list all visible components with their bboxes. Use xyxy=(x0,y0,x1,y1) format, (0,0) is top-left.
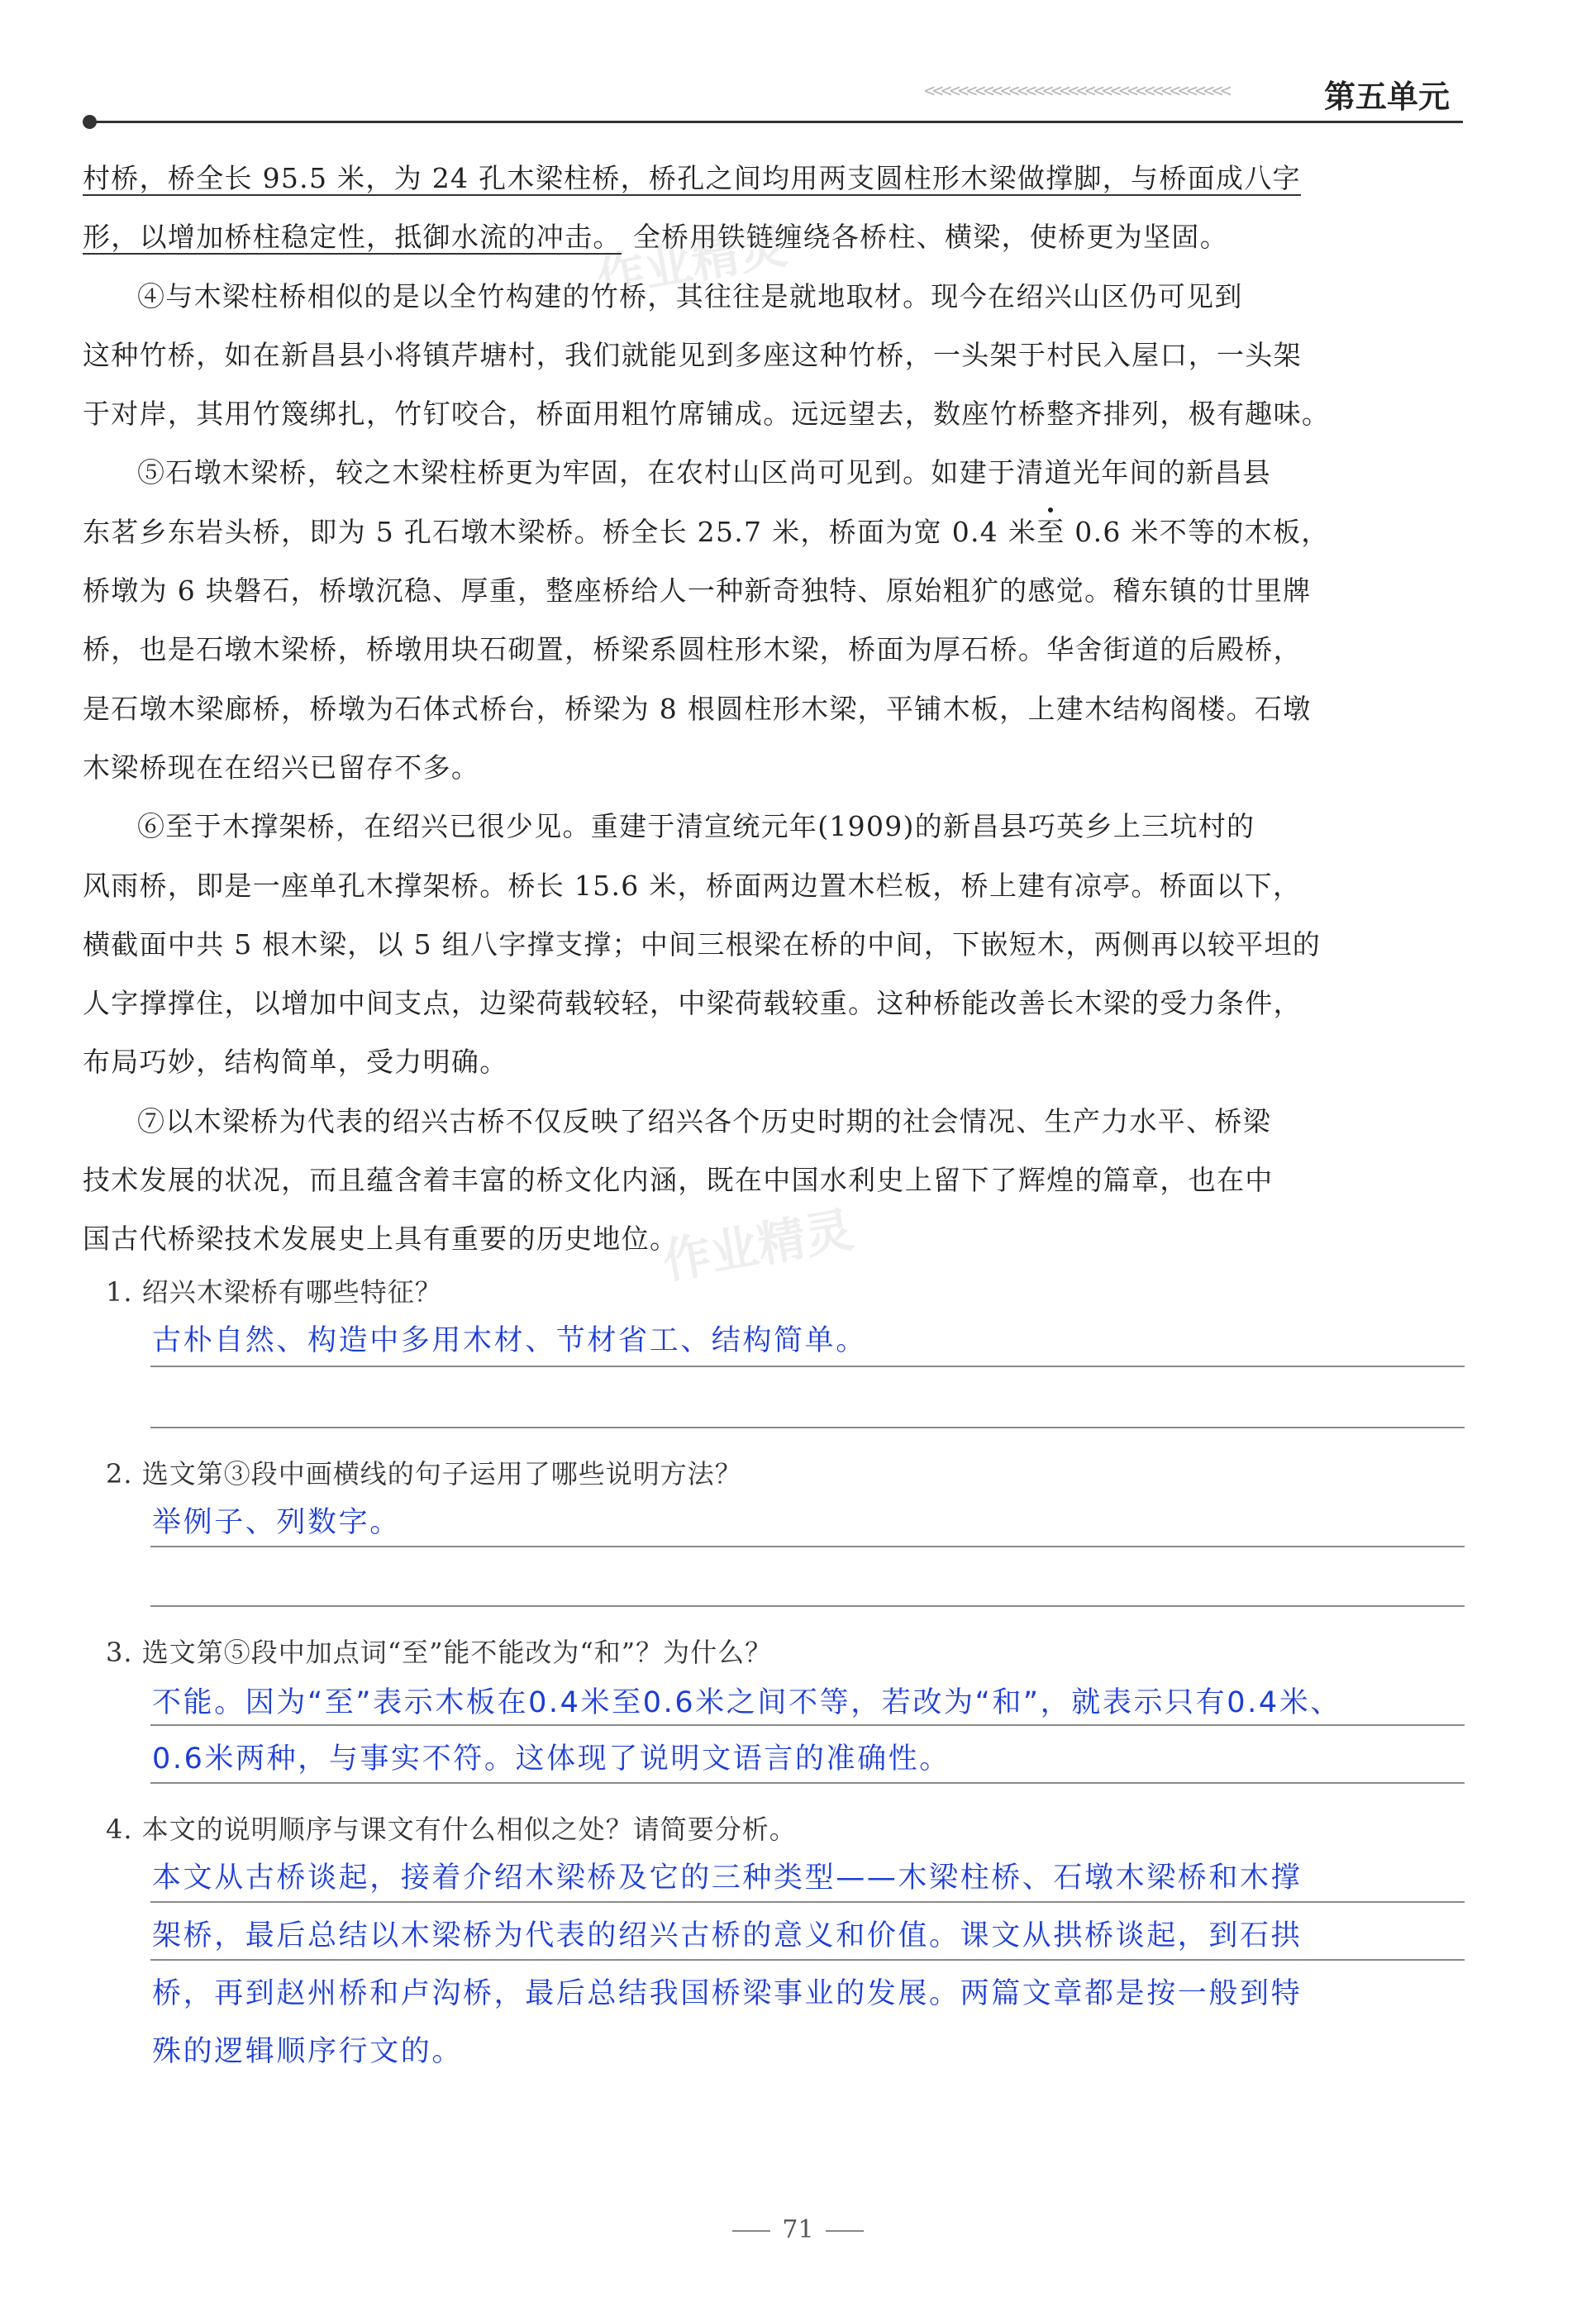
answer-2: 举例子、列数字。 xyxy=(152,1506,401,1539)
article-body xyxy=(83,149,1465,1269)
paragraph-6-line: 布局巧妙，结构简单，受力明确。 xyxy=(83,1046,508,1079)
answer-line xyxy=(150,1546,1465,1547)
question-3: 3. 选文第⑤段中加点词“至”能不能改为“和”？为什么？ xyxy=(106,1637,773,1668)
paragraph-5-line: ⑤石墩木梁桥，较之木梁柱桥更为牢固，在农村山区尚可见到。如建于清道光年间的新昌县 xyxy=(137,456,1271,489)
paragraph-5-line xyxy=(83,503,1465,561)
paragraph-3-line xyxy=(83,207,1465,266)
answer-3-line-1: 不能。因为“至”表示木板在0.4米至0.6米之间不等，若改为“和”，就表示只有0.4米、 xyxy=(152,1686,1341,1719)
paragraph-6-line: 人字撑撑住，以增加中间支点，边梁荷载较轻，中梁荷载较重。这种桥能改善长木梁的受力条件， xyxy=(83,987,1302,1020)
paragraph-6-line: 横截面中共 5 根木梁，以 5 组八字撑支撑；中间三根梁在桥的中间，下嵌短木，两侧再以较平坦的 xyxy=(83,927,1322,961)
answer-line xyxy=(150,1901,1465,1903)
paragraph-3-line xyxy=(83,149,1465,207)
paragraph-6-line: ⑥至于木撑架桥，在绍兴已很少见。重建于清宣统元年(1909)的新昌县巧英乡上三坑村的 xyxy=(137,810,1255,843)
paragraph-4-line: 于对岸，其用竹篾绑扎，竹钉咬合，桥面用粗竹席铺成。远远望去，数座竹桥整齐排列，极有趣味。 xyxy=(83,398,1331,431)
unit-title: 第五单元 xyxy=(1324,79,1451,115)
paragraph-5-line: 木梁桥现在在绍兴已留存不多。 xyxy=(83,751,480,784)
header-rule xyxy=(89,121,1463,123)
underlined-sentence: 形，以增加桥柱稳定性，抵御水流的冲击。 xyxy=(83,221,622,254)
page-number: 71 xyxy=(782,2215,814,2244)
header-chevron-decoration: <<<<<<<<<<<<<<<<<<<<<<<<<<<<<<<<<<<< xyxy=(924,81,1229,102)
answer-line xyxy=(150,1427,1465,1428)
page-footer xyxy=(0,2215,1596,2244)
footer-dash xyxy=(732,2230,770,2232)
answer-line xyxy=(150,1782,1465,1784)
paragraph-6-line: 风雨桥，即是一座单孔木撑架桥。桥长 15.6 米，桥面两边置木栏板，桥上建有凉亭。桥面以下， xyxy=(83,869,1302,902)
paragraph-5-line: 桥墩为 6 块磐石，桥墩沉稳、厚重，整座桥给人一种新奇独特、原始粗犷的感觉。稽东镇的廿里牌 xyxy=(83,574,1312,608)
paragraph-4-line: ④与木梁柱桥相似的是以全竹构建的竹桥，其往往是就地取材。现今在绍兴山区仍可见到 xyxy=(137,279,1243,312)
answer-3-line-2: 0.6米两种，与事实不符。这体现了说明文语言的准确性。 xyxy=(152,1742,950,1776)
answer-line xyxy=(150,1724,1465,1726)
paragraph-text: 全桥用铁链缠绕各桥柱、横梁，使桥更为坚固。 xyxy=(632,221,1229,254)
watermark: 作业精灵 xyxy=(658,1201,858,1290)
footer-dash xyxy=(826,2230,864,2232)
answer-line xyxy=(150,1366,1465,1367)
answer-line xyxy=(150,1959,1465,1961)
paragraph-7-line: 国古代桥梁技术发展史上具有重要的历史地位。 xyxy=(83,1223,679,1256)
paragraph-7-line: 技术发展的状况，而且蕴含着丰富的桥文化内涵，既在中国水利史上留下了辉煌的篇章，也在中 xyxy=(83,1164,1274,1197)
paragraph-5-line: 是石墩木梁廊桥，桥墩为石体式桥台，桥梁为 8 根圆柱形木梁，平铺木板，上建木结构阁楼。石墩 xyxy=(83,692,1312,725)
paragraph-text: 东茗乡东岩头桥，即为 5 孔石墩木梁桥。桥全长 25.7 米，桥面为宽 0.4 米 xyxy=(83,515,1037,548)
paragraph-7-line: ⑦以木梁桥为代表的绍兴古桥不仅反映了绍兴各个历史时期的社会情况、生产力水平、桥梁 xyxy=(137,1104,1271,1137)
question-2: 2. 选文第③段中画横线的句子运用了哪些说明方法？ xyxy=(106,1458,742,1490)
answer-4-line-4: 殊的逻辑顺序行文的。 xyxy=(152,2035,464,2068)
answer-line xyxy=(150,1605,1465,1607)
answer-1: 古朴自然、构造中多用木材、节材省工、结构简单。 xyxy=(152,1324,867,1357)
answer-4-line-2: 架桥，最后总结以木梁桥为代表的绍兴古桥的意义和价值。课文从拱桥谈起，到石拱 xyxy=(152,1919,1303,1952)
dotted-word: 至 xyxy=(1036,515,1065,548)
paragraph-4-line: 这种竹桥，如在新昌县小将镇芹塘村，我们就能见到多座这种竹桥，一头架于村民入屋口，一头架 xyxy=(83,338,1302,371)
question-1: 1. 绍兴木梁桥有哪些特征？ xyxy=(106,1276,442,1308)
watermark: 作业精灵 xyxy=(592,217,792,307)
paragraph-5-line: 桥，也是石墩木梁桥，桥墩用块石砌置，桥梁系圆柱形木梁，桥面为厚石桥。华舍街道的后殿桥， xyxy=(83,633,1302,666)
answer-4-line-1: 本文从古桥谈起，接着介绍木梁桥及它的三种类型——木梁柱桥、石墩木梁桥和木撑 xyxy=(152,1862,1303,1895)
paragraph-text: 0.6 米不等的木板， xyxy=(1065,515,1330,548)
question-4: 4. 本文的说明顺序与课文有什么相似之处？请简要分析。 xyxy=(106,1814,797,1845)
underlined-sentence: 村桥，桥全长 95.5 米，为 24 孔木梁柱桥，桥孔之间均用两支圆柱形木梁做撑脚，与桥面成八字 xyxy=(83,162,1301,194)
answer-4-line-3: 桥，再到赵州桥和卢沟桥，最后总结我国桥梁事业的发展。两篇文章都是按一般到特 xyxy=(152,1977,1303,2010)
